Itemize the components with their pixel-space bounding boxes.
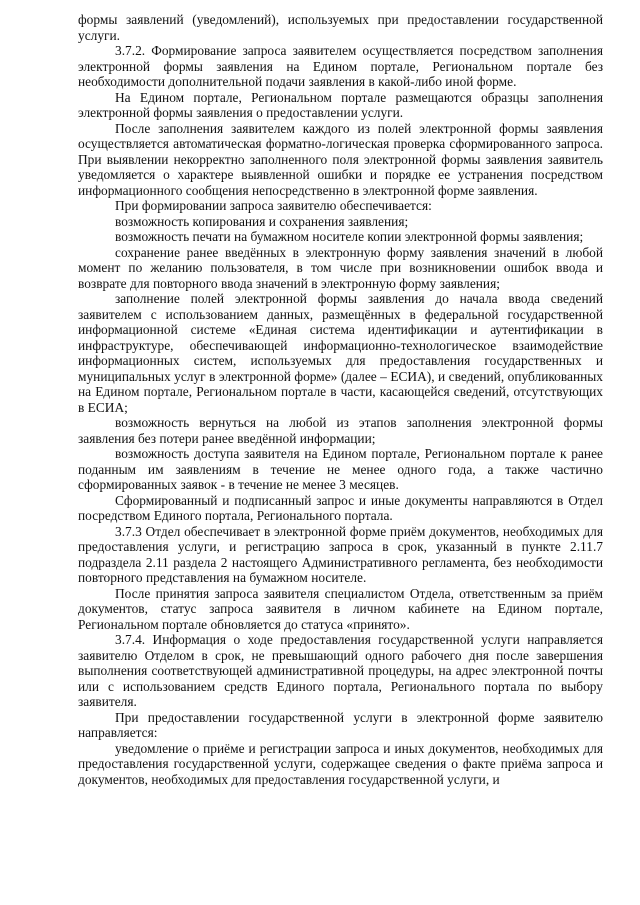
list-item: возможность печати на бумажном носителе копии электронной формы заявления; — [115, 229, 584, 244]
paragraph: При формировании запроса заявителю обеспечивается: — [115, 198, 432, 213]
paragraph: Сформированный и подписанный запрос и иные документы направляются в Отдел посредством Единого портала, Регионального портала. — [78, 492, 603, 523]
paragraph: 3.7.2. Формирование запроса заявителем осуществляется посредством заполнения электронной формы заявления на Едином портале, Региональном портале без необходимости дополнительной подачи заявления в какой-либо иной форме. — [78, 43, 603, 89]
document-page — [78, 12, 603, 787]
list-item: возможность доступа заявителя на Едином портале, Региональном портале к ранее поданным им заявлениям в течение не менее одного года, а также частично сформированных заявок - в течение не менее 3 месяцев. — [78, 446, 603, 492]
list-item: возможность копирования и сохранения заявления; — [115, 213, 409, 229]
paragraph: 3.7.4. Информация о ходе предоставления государственной услуги направляется заявителю Отделом в срок, не превышающий одного рабочего дня после завершения выполнения соответствующей административной процедуры, на адрес электронной почты или с использованием средств Единого портала, Регионального портала по выбору заявителя. — [78, 632, 603, 709]
paragraph: После принятия запроса заявителя специалистом Отдела, ответственным за приём документов, статус запроса заявителя в личном кабинете на Едином портале, Региональном портале обновляется до статуса «принято». — [78, 585, 603, 632]
paragraph: формы заявлений (уведомлений), используемых при предоставлении государственной услуги. — [78, 12, 603, 43]
list-item: уведомление о приёме и регистрации запроса и иных документов, необходимых для предоставления государственной услуги, содержащее сведения о факте приёма запроса и документов, необходимых для предоставления государственной услуги, и — [78, 740, 603, 787]
list-item: заполнение полей электронной формы заявления до начала ввода сведений заявителем с использованием данных, размещённых в федеральной государственной информационной системе «Единая система идентификации и аутентификации в инфраструктуре, обеспечивающей информационно-технологическое взаимодействие информационных систем, используемых для предоставления государственных и муниципальных услуг в электронной форме» (далее – ЕСИА), и сведений, опубликованных на Едином портале, Региональном портале в части, касающейся сведений, отсутствующих в ЕСИА; — [78, 291, 603, 415]
paragraph: При предоставлении государственной услуги в электронной форме заявителю направляется: — [78, 709, 603, 740]
list-item: сохранение ранее введённых в электронную форму заявления значений в любой момент по желанию пользователя, в том числе при возникновении ошибок ввода и возврате для повторного ввода значений в электронную форму заявления; — [78, 244, 603, 291]
paragraph: После заполнения заявителем каждого из полей электронной формы заявления осуществляется автоматическая форматно-логическая проверка сформированного запроса. При выявлении некорректно заполненного поля электронной формы заявления заявитель уведомляется о характере выявленной ошибки и порядке ее устранения посредством информационного сообщения непосредственно в электронной форме заявления. — [78, 120, 603, 198]
paragraph: 3.7.3 Отдел обеспечивает в электронной форме приём документов, необходимых для предоставления услуги, и регистрацию запроса в срок, указанный в пункте 2.11.7 подраздела 2.11 раздела 2 настоящего Административного регламента, без необходимости повторного представления на бумажном носителе. — [78, 523, 603, 585]
paragraph: На Едином портале, Региональном портале размещаются образцы заполнения электронной формы заявления о предоставлении услуги. — [78, 89, 603, 120]
list-item: возможность вернуться на любой из этапов заполнения электронной формы заявления без потери ранее введённой информации; — [78, 415, 603, 446]
